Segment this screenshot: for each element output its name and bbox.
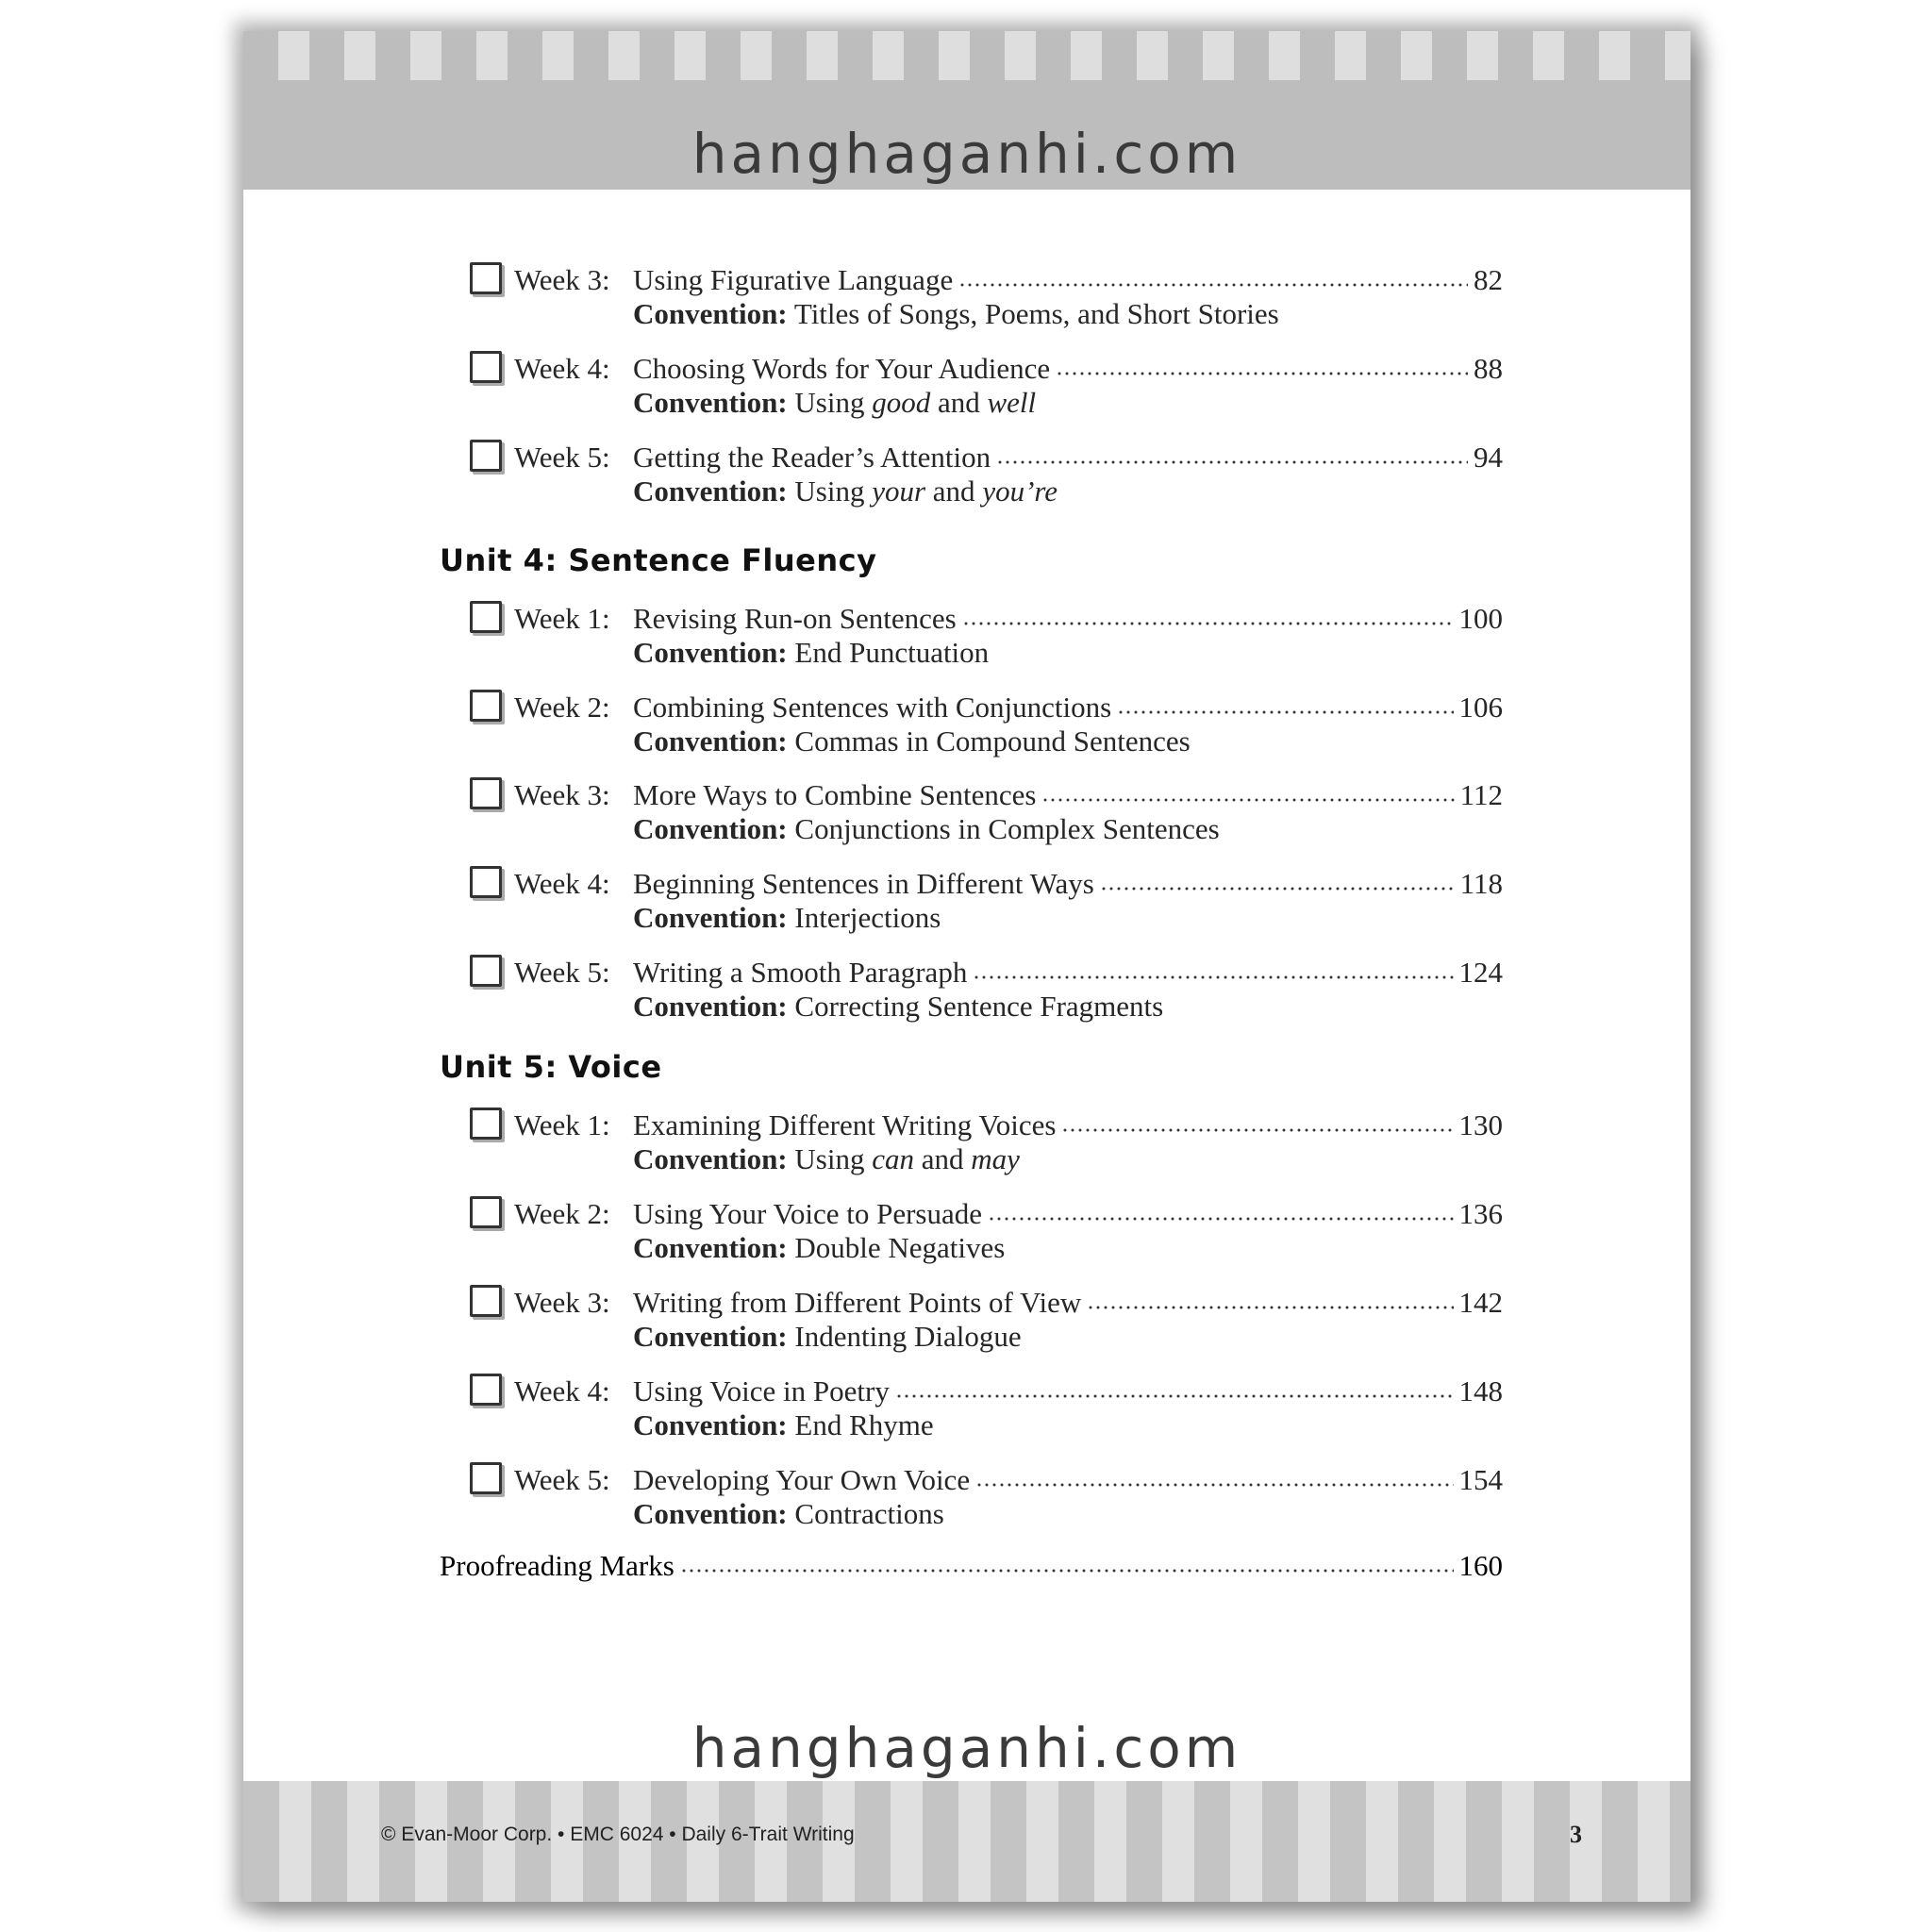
entry-title: Writing from Different Points of View bbox=[633, 1286, 1082, 1319]
week-label: Week 3: bbox=[514, 263, 610, 296]
convention-text: Correcting Sentence Fragments bbox=[794, 990, 1164, 1023]
toc-entry bbox=[470, 866, 1503, 941]
entry-title-row bbox=[633, 440, 1503, 475]
toc-entry-proofreading bbox=[440, 1548, 1503, 1584]
entry-title-row bbox=[633, 955, 1503, 991]
entry-convention bbox=[633, 724, 1191, 759]
convention-label: Convention: bbox=[633, 1320, 788, 1353]
toc-entry bbox=[470, 1196, 1503, 1272]
entry-page-number: 142 bbox=[1458, 1286, 1503, 1319]
convention-text: your bbox=[872, 475, 926, 508]
convention-text: Commas in Compound Sentences bbox=[794, 724, 1191, 758]
entry-page-number: 124 bbox=[1458, 956, 1503, 989]
entry-title: Writing a Smooth Paragraph bbox=[633, 956, 968, 989]
entry-page-number: 106 bbox=[1458, 691, 1503, 724]
toc-entry bbox=[470, 1462, 1503, 1538]
entry-page-number: 154 bbox=[1458, 1463, 1503, 1496]
convention-text: Titles of Songs, Poems, and Short Stories bbox=[793, 297, 1279, 330]
checkbox-icon[interactable] bbox=[470, 777, 502, 809]
entry-convention bbox=[633, 1496, 944, 1532]
week-label: Week 2: bbox=[514, 691, 610, 724]
entry-convention bbox=[633, 474, 1058, 509]
convention-text: Using bbox=[794, 475, 873, 508]
dot-leader bbox=[975, 1481, 1453, 1489]
dot-leader bbox=[973, 974, 1453, 981]
convention-text: Interjections bbox=[794, 901, 941, 934]
dot-leader bbox=[1117, 708, 1453, 716]
convention-text: Double Negatives bbox=[794, 1231, 1006, 1264]
convention-label: Convention: bbox=[633, 990, 788, 1023]
convention-text: Indenting Dialogue bbox=[794, 1320, 1022, 1353]
checkbox-icon[interactable] bbox=[470, 866, 502, 898]
entry-title-row bbox=[633, 866, 1503, 902]
convention-text: and bbox=[913, 1142, 972, 1175]
convention-label: Convention: bbox=[633, 1142, 788, 1175]
convention-text: and bbox=[925, 475, 983, 508]
week-label: Week 4: bbox=[514, 867, 610, 900]
checkbox-icon[interactable] bbox=[470, 351, 502, 383]
convention-text: good bbox=[872, 386, 931, 419]
checkbox-icon[interactable] bbox=[470, 262, 502, 294]
entry-page-number: 130 bbox=[1458, 1108, 1503, 1141]
page-number: 3 bbox=[1570, 1821, 1582, 1848]
entry-page-number: 136 bbox=[1458, 1197, 1503, 1230]
entry-title-row bbox=[633, 1285, 1503, 1321]
watermark-top: hanghaganhi.com bbox=[691, 122, 1242, 186]
convention-label: Convention: bbox=[633, 812, 788, 845]
entry-page-number: 118 bbox=[1459, 867, 1503, 900]
checkbox-icon[interactable] bbox=[470, 1285, 502, 1317]
convention-text: and bbox=[930, 386, 988, 419]
entry-title-row bbox=[633, 351, 1503, 387]
convention-text: can bbox=[872, 1142, 914, 1175]
entry-convention bbox=[633, 811, 1220, 847]
entry-title: Using Voice in Poetry bbox=[633, 1374, 890, 1407]
entry-title: Using Figurative Language bbox=[633, 263, 954, 296]
week-label: Week 3: bbox=[514, 1286, 610, 1319]
week-label: Week 2: bbox=[514, 1197, 610, 1230]
entry-page-number: 148 bbox=[1458, 1374, 1503, 1407]
checkbox-icon[interactable] bbox=[470, 1196, 502, 1228]
toc-entry bbox=[470, 1108, 1503, 1183]
toc-entry bbox=[470, 1285, 1503, 1360]
convention-text: Contractions bbox=[794, 1497, 944, 1530]
toc-entry bbox=[470, 440, 1503, 515]
toc-entry bbox=[470, 351, 1503, 426]
toc-entry bbox=[470, 601, 1503, 676]
checkbox-icon[interactable] bbox=[470, 690, 502, 722]
convention-label: Convention: bbox=[633, 297, 788, 330]
week-label: Week 1: bbox=[514, 602, 610, 635]
week-label: Week 5: bbox=[514, 956, 610, 989]
dot-leader bbox=[895, 1392, 1454, 1400]
dot-leader bbox=[1041, 796, 1454, 804]
entry-title: Using Your Voice to Persuade bbox=[633, 1197, 983, 1230]
week-label: Week 4: bbox=[514, 352, 610, 385]
unit-heading: Unit 5: Voice bbox=[440, 1049, 662, 1085]
convention-text: Using bbox=[794, 1142, 873, 1175]
dot-leader bbox=[1061, 1126, 1453, 1134]
convention-label: Convention: bbox=[633, 636, 788, 669]
convention-label: Convention: bbox=[633, 1497, 788, 1530]
entry-convention bbox=[633, 635, 989, 671]
checkbox-icon[interactable] bbox=[470, 955, 502, 987]
unit-heading: Unit 4: Sentence Fluency bbox=[440, 542, 877, 578]
entry-title-row bbox=[633, 262, 1503, 298]
entry-page-number: 94 bbox=[1474, 441, 1503, 474]
entry-title-row bbox=[633, 777, 1503, 813]
entry-page-number: 112 bbox=[1459, 778, 1503, 811]
toc-entry bbox=[470, 955, 1503, 1030]
document-page bbox=[243, 31, 1690, 1902]
entry-page-number: 100 bbox=[1458, 602, 1503, 635]
convention-label: Convention: bbox=[633, 1231, 788, 1264]
entry-title-row bbox=[633, 1108, 1503, 1143]
entry-title-row bbox=[633, 601, 1503, 637]
dot-leader bbox=[958, 281, 1468, 289]
week-label: Week 4: bbox=[514, 1374, 610, 1407]
convention-text: you’re bbox=[982, 475, 1058, 508]
entry-page-number: 82 bbox=[1474, 263, 1503, 296]
dot-leader bbox=[1087, 1304, 1453, 1311]
convention-text: End Rhyme bbox=[794, 1408, 934, 1441]
checkbox-icon[interactable] bbox=[470, 601, 502, 633]
entry-title-row bbox=[633, 690, 1503, 725]
toc-entry bbox=[470, 690, 1503, 765]
convention-label: Convention: bbox=[633, 475, 788, 508]
dot-leader bbox=[962, 620, 1454, 627]
week-label: Week 3: bbox=[514, 778, 610, 811]
dot-leader bbox=[996, 458, 1468, 466]
week-label: Week 1: bbox=[514, 1108, 610, 1141]
convention-text: End Punctuation bbox=[794, 636, 990, 669]
convention-label: Convention: bbox=[633, 1408, 788, 1441]
entry-title: Revising Run-on Sentences bbox=[633, 602, 957, 635]
entry-convention bbox=[633, 1407, 934, 1443]
entry-convention bbox=[633, 1319, 1022, 1355]
entry-convention bbox=[633, 296, 1279, 332]
convention-label: Convention: bbox=[633, 724, 788, 758]
week-label: Week 5: bbox=[514, 1463, 610, 1496]
entry-title: Examining Different Writing Voices bbox=[633, 1108, 1057, 1141]
watermark-bottom: hanghaganhi.com bbox=[691, 1716, 1242, 1780]
entry-page-number: 88 bbox=[1474, 352, 1503, 385]
entry-title: Proofreading Marks bbox=[440, 1549, 675, 1582]
entry-title: More Ways to Combine Sentences bbox=[633, 778, 1037, 811]
convention-text: may bbox=[971, 1142, 1020, 1175]
convention-text: well bbox=[987, 386, 1037, 419]
toc-entry bbox=[470, 262, 1503, 338]
entry-convention bbox=[633, 1230, 1005, 1266]
dot-leader bbox=[1100, 885, 1455, 892]
entry-convention bbox=[633, 1141, 1020, 1177]
entry-title: Getting the Reader’s Attention bbox=[633, 441, 991, 474]
entry-convention bbox=[633, 385, 1036, 421]
entry-convention bbox=[633, 989, 1163, 1024]
toc-entry bbox=[470, 777, 1503, 853]
entry-title-row bbox=[633, 1196, 1503, 1232]
entry-convention bbox=[633, 900, 941, 936]
checkbox-icon[interactable] bbox=[470, 1374, 502, 1406]
footer-copyright: © Evan-Moor Corp. • EMC 6024 • Daily 6-Trait Writing bbox=[381, 1824, 855, 1845]
convention-text: Using bbox=[794, 386, 873, 419]
entry-title: Developing Your Own Voice bbox=[633, 1463, 971, 1496]
entry-title: Combining Sentences with Conjunctions bbox=[633, 691, 1112, 724]
entry-title-row bbox=[633, 1462, 1503, 1498]
checkbox-icon[interactable] bbox=[470, 1108, 502, 1140]
convention-label: Convention: bbox=[633, 386, 788, 419]
entry-title-row bbox=[633, 1374, 1503, 1409]
entry-page-number: 160 bbox=[1458, 1549, 1503, 1582]
toc-entry bbox=[470, 1374, 1503, 1449]
convention-label: Convention: bbox=[633, 901, 788, 934]
header-stripes bbox=[243, 31, 1690, 80]
dot-leader bbox=[988, 1215, 1453, 1223]
entry-title: Choosing Words for Your Audience bbox=[633, 352, 1051, 385]
dot-leader bbox=[1056, 370, 1468, 377]
convention-text: Conjunctions in Complex Sentences bbox=[794, 812, 1220, 845]
week-label: Week 5: bbox=[514, 441, 610, 474]
dot-leader bbox=[680, 1567, 1454, 1574]
entry-title: Beginning Sentences in Different Ways bbox=[633, 867, 1094, 900]
checkbox-icon[interactable] bbox=[470, 1462, 502, 1494]
checkbox-icon[interactable] bbox=[470, 440, 502, 472]
